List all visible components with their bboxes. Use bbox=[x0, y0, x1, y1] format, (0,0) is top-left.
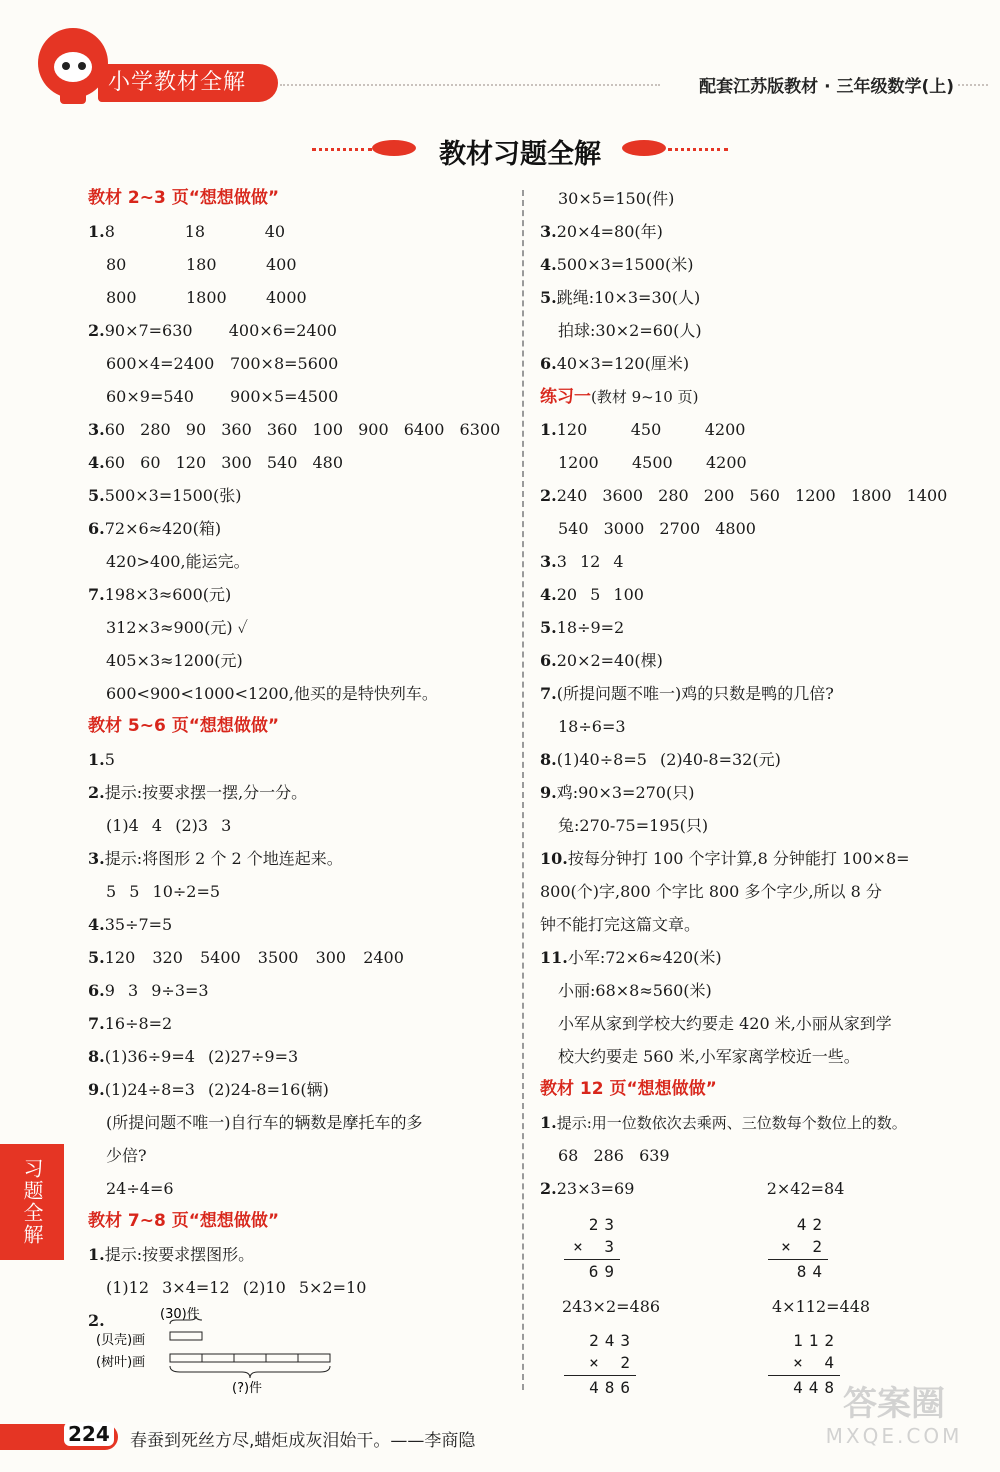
page-header bbox=[0, 0, 1000, 120]
answer-value: 450 bbox=[630, 420, 662, 439]
q-num: 8. bbox=[88, 1047, 105, 1066]
answer-value: 3 12 4 bbox=[556, 552, 624, 571]
q-num: 2. bbox=[88, 321, 105, 340]
q-num: 1. bbox=[88, 222, 105, 241]
answer-line bbox=[88, 512, 512, 545]
answer-line: 600<900<1000<1200,他买的是特快列车。 bbox=[106, 684, 438, 703]
answer-value: 提示:按要求摆一摆,分一分。 bbox=[104, 783, 308, 802]
answer-value: 500×3=1500(米) bbox=[556, 255, 694, 274]
answer-line bbox=[88, 578, 512, 611]
answer-value: 4×112=448 bbox=[772, 1297, 871, 1316]
q-num: 5. bbox=[540, 618, 557, 637]
answer-line bbox=[88, 215, 512, 248]
answer-line: 钟不能打完这篇文章。 bbox=[540, 915, 701, 934]
q-num: 7. bbox=[88, 585, 105, 604]
answer-line bbox=[540, 644, 980, 677]
answer-value: 9 3 9÷3=3 bbox=[104, 981, 209, 1000]
vm-result: 448 bbox=[793, 1378, 840, 1397]
answer-value: 700×8=5600 bbox=[230, 354, 339, 373]
brace-bottom-icon bbox=[170, 1366, 330, 1378]
answer-line bbox=[88, 842, 512, 875]
answer-value: 120 bbox=[556, 420, 588, 439]
answer-value: 600×4=2400 bbox=[106, 354, 215, 373]
bar-diagram bbox=[96, 1300, 346, 1400]
answer-line: 小军从家到学校大约要走 420 米,小丽从家到学 bbox=[558, 1014, 892, 1033]
answer-line bbox=[88, 248, 512, 281]
answer-line bbox=[88, 908, 512, 941]
answer-line bbox=[88, 479, 512, 512]
q-num: 3. bbox=[540, 222, 557, 241]
diagram-bottom-label: (?)件 bbox=[232, 1381, 263, 1396]
answer-line: 校大约要走 560 米,小军家离学校近一些。 bbox=[558, 1047, 860, 1066]
answer-line bbox=[540, 545, 980, 578]
q-num: 3. bbox=[540, 552, 557, 571]
mascot-face bbox=[54, 52, 92, 82]
section-heading-title: 练习一 bbox=[540, 387, 591, 407]
leaf-bar bbox=[170, 1354, 330, 1362]
answer-line bbox=[540, 215, 980, 248]
answer-line bbox=[540, 1106, 980, 1139]
answer-value: 按每分钟打 100 个字计算,8 分钟能打 100×8= bbox=[567, 849, 910, 868]
q-num: 2. bbox=[540, 1179, 557, 1198]
answer-line bbox=[88, 281, 512, 314]
answer-line bbox=[88, 776, 512, 809]
answer-value: 198×3≈600(元) bbox=[104, 585, 232, 604]
answer-line: 68 286 639 bbox=[558, 1146, 670, 1165]
answer-line: 兔:270-75=195(只) bbox=[558, 816, 709, 835]
vm-result: 69 bbox=[588, 1262, 620, 1281]
answer-line: (1)12 3×4=12 (2)10 5×2=10 bbox=[106, 1278, 367, 1297]
answer-line: 420>400,能运完。 bbox=[106, 552, 250, 571]
q-num: 1. bbox=[540, 1113, 557, 1132]
answer-value: 提示:按要求摆图形。 bbox=[104, 1245, 255, 1264]
bar-diagram-svg bbox=[96, 1300, 346, 1400]
vm-rule bbox=[564, 1375, 636, 1376]
watermark-text: 答案圈 bbox=[843, 1384, 945, 1424]
answer-line bbox=[540, 446, 980, 479]
answer-line bbox=[88, 974, 512, 1007]
mascot-eye-left bbox=[62, 62, 70, 70]
answer-line bbox=[540, 677, 980, 710]
answer-line bbox=[540, 842, 980, 875]
answer-line bbox=[540, 347, 980, 380]
answer-line bbox=[562, 1290, 870, 1323]
answer-value: 35÷7=5 bbox=[104, 915, 173, 934]
section-heading: 教材 5~6 页“想想做做” bbox=[88, 716, 280, 736]
title-arrow-right-icon bbox=[622, 140, 666, 156]
vertical-mult-1 bbox=[564, 1214, 620, 1283]
answer-line bbox=[540, 941, 980, 974]
vm-top: 23 bbox=[588, 1215, 620, 1234]
vm-top: 42 bbox=[796, 1215, 828, 1234]
q-num: 6. bbox=[540, 651, 557, 670]
q-num: 7. bbox=[88, 1014, 105, 1033]
answer-value: 60 60 120 300 540 480 bbox=[104, 453, 344, 472]
q-num: 1. bbox=[88, 1245, 105, 1264]
answer-line: 少倍? bbox=[106, 1146, 147, 1165]
answer-line: 405×3≈1200(元) bbox=[106, 651, 243, 670]
section-heading: 教材 12 页“想想做做” bbox=[540, 1079, 717, 1099]
edition-label: 配套江苏版教材 · 三年级数学(上) bbox=[699, 77, 954, 97]
vm-top: 243 bbox=[589, 1331, 636, 1350]
mascot-eye-right bbox=[78, 62, 86, 70]
vm-rule bbox=[768, 1259, 828, 1260]
answer-value: 40×3=120(厘米) bbox=[556, 354, 690, 373]
left-column bbox=[88, 182, 512, 1337]
answer-value: 800 bbox=[106, 288, 137, 307]
vertical-mult-3 bbox=[564, 1330, 636, 1399]
answer-line: 540 3000 2700 4800 bbox=[558, 519, 756, 538]
watermark bbox=[804, 1384, 984, 1456]
page-title: 教材习题全解 bbox=[439, 139, 601, 170]
answer-line bbox=[540, 413, 980, 446]
answer-value: 23×3=69 bbox=[556, 1179, 635, 1198]
answer-value: 5 bbox=[104, 750, 115, 769]
footer-quote: 春蚕到死丝方尽,蜡炬成灰泪始干。——李商隐 bbox=[130, 1431, 476, 1451]
answer-value: 60 280 90 360 360 100 900 6400 6300 bbox=[104, 420, 501, 439]
answer-value: 400 bbox=[266, 255, 297, 274]
title-dots-right bbox=[668, 148, 728, 151]
answer-value: 提示:将图形 2 个 2 个地连起来。 bbox=[104, 849, 343, 868]
shell-bar bbox=[170, 1332, 202, 1340]
q-num: 1. bbox=[540, 420, 557, 439]
answer-value: 80 bbox=[106, 255, 127, 274]
section-heading bbox=[540, 380, 980, 413]
answer-value: 20×4=80(年) bbox=[556, 222, 663, 241]
answer-value: 900×5=4500 bbox=[230, 387, 339, 406]
answer-line: 312×3≈900(元) ✓ bbox=[106, 618, 248, 637]
answer-value: 4500 bbox=[632, 453, 673, 472]
answer-value: 鸡:90×3=270(只) bbox=[556, 783, 695, 802]
q-num: 4. bbox=[88, 453, 105, 472]
answer-value: (1)40÷8=5 (2)40-8=32(元) bbox=[556, 750, 781, 769]
answer-value: 4200 bbox=[704, 420, 746, 439]
diagram-top-label: (30)件 bbox=[160, 1307, 200, 1322]
q-num: 9. bbox=[88, 1080, 105, 1099]
answer-line: 小丽:68×8≈560(米) bbox=[558, 981, 712, 1000]
answer-value: (所提问题不唯一)鸡的只数是鸭的几倍? bbox=[556, 684, 834, 703]
q-num: 3. bbox=[88, 849, 105, 868]
answer-line bbox=[88, 347, 512, 380]
vm-result: 84 bbox=[796, 1262, 828, 1281]
answer-value: 8 bbox=[104, 222, 115, 241]
section-title-banner bbox=[300, 128, 740, 174]
answer-line: 24÷4=6 bbox=[106, 1179, 174, 1198]
q-num: 4. bbox=[540, 255, 557, 274]
answer-value: 18 bbox=[184, 222, 206, 241]
answer-line bbox=[88, 413, 512, 446]
vertical-mult-2 bbox=[768, 1214, 828, 1283]
column-divider bbox=[522, 190, 524, 1390]
answer-value: 72×6≈420(箱) bbox=[104, 519, 222, 538]
answer-value: (1)36÷9=4 (2)27÷9=3 bbox=[104, 1047, 299, 1066]
vm-rule bbox=[564, 1259, 620, 1260]
q-num: 5. bbox=[88, 948, 105, 967]
answer-value: 400×6=2400 bbox=[228, 321, 337, 340]
answer-line bbox=[88, 1073, 512, 1106]
q-num: 8. bbox=[540, 750, 557, 769]
answer-value: 500×3=1500(张) bbox=[104, 486, 242, 505]
answer-line bbox=[540, 1172, 980, 1205]
q-num: 6. bbox=[88, 981, 105, 1000]
answer-line bbox=[540, 281, 980, 314]
answer-line: 5 5 10÷2=5 bbox=[106, 882, 221, 901]
q-num: 3. bbox=[88, 420, 105, 439]
section-heading-sub: (教材 9~10 页) bbox=[591, 388, 699, 406]
q-num: 6. bbox=[540, 354, 557, 373]
leaf-label: (树叶)画 bbox=[96, 1355, 146, 1370]
answer-line bbox=[540, 578, 980, 611]
answer-line: (所提问题不唯一)自行车的辆数是摩托车的多 bbox=[106, 1113, 423, 1132]
answer-line: 18÷6=3 bbox=[558, 717, 626, 736]
answer-line bbox=[88, 941, 512, 974]
answer-value: 243×2=486 bbox=[562, 1297, 661, 1316]
mascot-body bbox=[60, 86, 86, 104]
answer-line: 30×5=150(件) bbox=[558, 189, 675, 208]
vm-top: 112 bbox=[793, 1331, 840, 1350]
q-num: 2. bbox=[540, 486, 557, 505]
answer-value: 4000 bbox=[266, 288, 307, 307]
answer-line bbox=[88, 1238, 512, 1271]
header-dotted-tail bbox=[958, 84, 988, 86]
vm-mult: × 3 bbox=[573, 1237, 620, 1256]
q-num: 4. bbox=[540, 585, 557, 604]
answer-line bbox=[88, 743, 512, 776]
answer-line: 800(个)字,800 个字比 800 多个字少,所以 8 分 bbox=[540, 882, 882, 901]
q-num: 4. bbox=[88, 915, 105, 934]
answer-value: 2×42=84 bbox=[766, 1179, 845, 1198]
answer-line bbox=[540, 776, 980, 809]
answer-line bbox=[88, 380, 512, 413]
right-column bbox=[540, 182, 980, 1205]
answer-value: 4200 bbox=[706, 453, 747, 472]
answer-value: 240 3600 280 200 560 1200 1800 1400 bbox=[556, 486, 948, 505]
q-num: 5. bbox=[88, 486, 105, 505]
answer-value: 20×2=40(棵) bbox=[556, 651, 663, 670]
answer-value: 18÷9=2 bbox=[556, 618, 625, 637]
answer-value: (1)24÷8=3 (2)24-8=16(辆) bbox=[104, 1080, 329, 1099]
brand-title: 小学教材全解 bbox=[98, 64, 278, 102]
answer-value: 跳绳:10×3=30(人) bbox=[556, 288, 701, 307]
answer-line: 拍球:30×2=60(人) bbox=[558, 321, 702, 340]
answer-line bbox=[88, 446, 512, 479]
answer-value: 60×9=540 bbox=[106, 387, 194, 406]
answer-line bbox=[88, 1040, 512, 1073]
answer-line bbox=[88, 1007, 512, 1040]
vm-mult: × 2 bbox=[781, 1237, 828, 1256]
answer-line bbox=[540, 611, 980, 644]
answer-value: 1800 bbox=[186, 288, 227, 307]
q-num: 7. bbox=[540, 684, 557, 703]
vm-mult: × 2 bbox=[589, 1353, 636, 1372]
answer-line bbox=[540, 479, 980, 512]
answer-value: 小军:72×6≈420(米) bbox=[567, 948, 722, 967]
q-num: 2. bbox=[88, 1311, 105, 1330]
page-number: 224 bbox=[64, 1422, 114, 1446]
answer-line bbox=[88, 314, 512, 347]
section-heading: 教材 2~3 页“想想做做” bbox=[88, 188, 280, 208]
answer-value: 120 320 5400 3500 300 2400 bbox=[104, 948, 404, 967]
header-dotted-line bbox=[280, 84, 660, 86]
section-heading: 教材 7~8 页“想想做做” bbox=[88, 1211, 280, 1231]
q-num: 10. bbox=[540, 849, 568, 868]
side-tab: 习题全解 bbox=[0, 1144, 64, 1260]
answer-value: 40 bbox=[264, 222, 286, 241]
answer-value: 180 bbox=[186, 255, 217, 274]
vm-mult: × 4 bbox=[793, 1353, 840, 1372]
shell-label: (贝壳)画 bbox=[96, 1333, 146, 1348]
answer-line: (1)4 4 (2)3 3 bbox=[106, 816, 232, 835]
vm-result: 486 bbox=[589, 1378, 636, 1397]
answer-line bbox=[540, 248, 980, 281]
q-num: 2. bbox=[88, 783, 105, 802]
answer-line bbox=[540, 743, 980, 776]
q-num: 5. bbox=[540, 288, 557, 307]
watermark-url: MXQE.COM bbox=[825, 1424, 963, 1448]
q-num: 9. bbox=[540, 783, 557, 802]
answer-value: 90×7=630 bbox=[104, 321, 193, 340]
answer-value: 20 5 100 bbox=[556, 585, 644, 604]
q-num: 1. bbox=[88, 750, 105, 769]
vm-rule bbox=[768, 1375, 840, 1376]
answer-value: 16÷8=2 bbox=[104, 1014, 173, 1033]
q-num: 11. bbox=[540, 948, 568, 967]
q-num: 6. bbox=[88, 519, 105, 538]
answer-value: 1200 bbox=[558, 453, 599, 472]
answer-value: 提示:用一位数依次去乘两、三位数每个数位上的数。 bbox=[556, 1114, 907, 1132]
